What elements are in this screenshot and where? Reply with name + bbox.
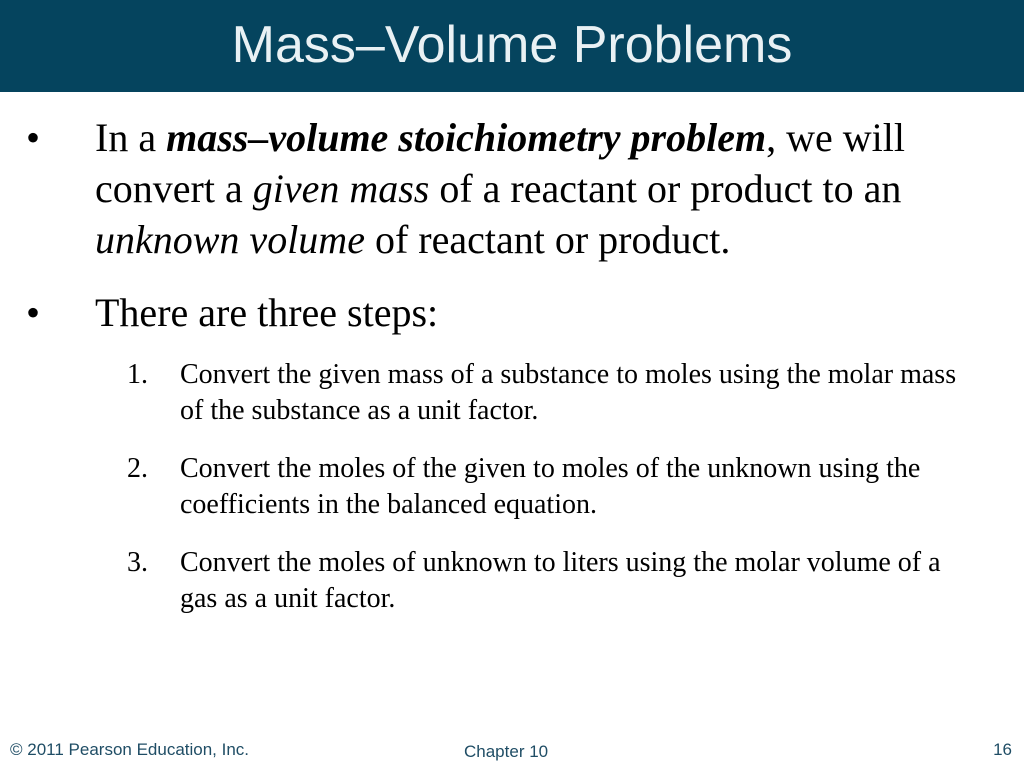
step-number: 3. [127, 547, 148, 578]
bullet-item-definition [26, 112, 986, 272]
emphasized-term: unknown volume [95, 217, 365, 262]
step-text: Convert the given mass of a substance to moles using the molar mass of the substance as a unit factor. [180, 359, 957, 426]
emphasized-term: given mass [252, 166, 430, 211]
step-text: Convert the moles of unknown to liters using the molar volume of a gas as a unit factor. [180, 547, 941, 614]
key-term: mass–volume stoichiometry problem [166, 115, 767, 160]
bullet-marker: • [26, 115, 41, 160]
text-run: In a [95, 115, 167, 160]
bullet-item-steps [26, 287, 986, 342]
bullet-text: There are three steps: [95, 290, 439, 335]
text-run: of a reactant or product to an [429, 166, 902, 211]
slide-title: Mass–Volume Problems [231, 16, 793, 74]
step-number: 2. [127, 453, 148, 484]
step-text: Convert the moles of the given to moles of the unknown using the coefficients in the balanced equation. [180, 453, 921, 520]
bullet-text [95, 112, 1007, 265]
footer-chapter: Chapter 10 [464, 742, 549, 761]
footer-copyright: © 2011 Pearson Education, Inc. [10, 740, 250, 759]
step-number: 1. [127, 359, 148, 390]
footer-page-number: 16 [993, 740, 1012, 759]
text-run: , we will convert a [95, 115, 905, 211]
title-bar [0, 0, 1024, 92]
text-run: of reactant or product. [364, 217, 731, 262]
bullet-marker: • [26, 290, 41, 335]
